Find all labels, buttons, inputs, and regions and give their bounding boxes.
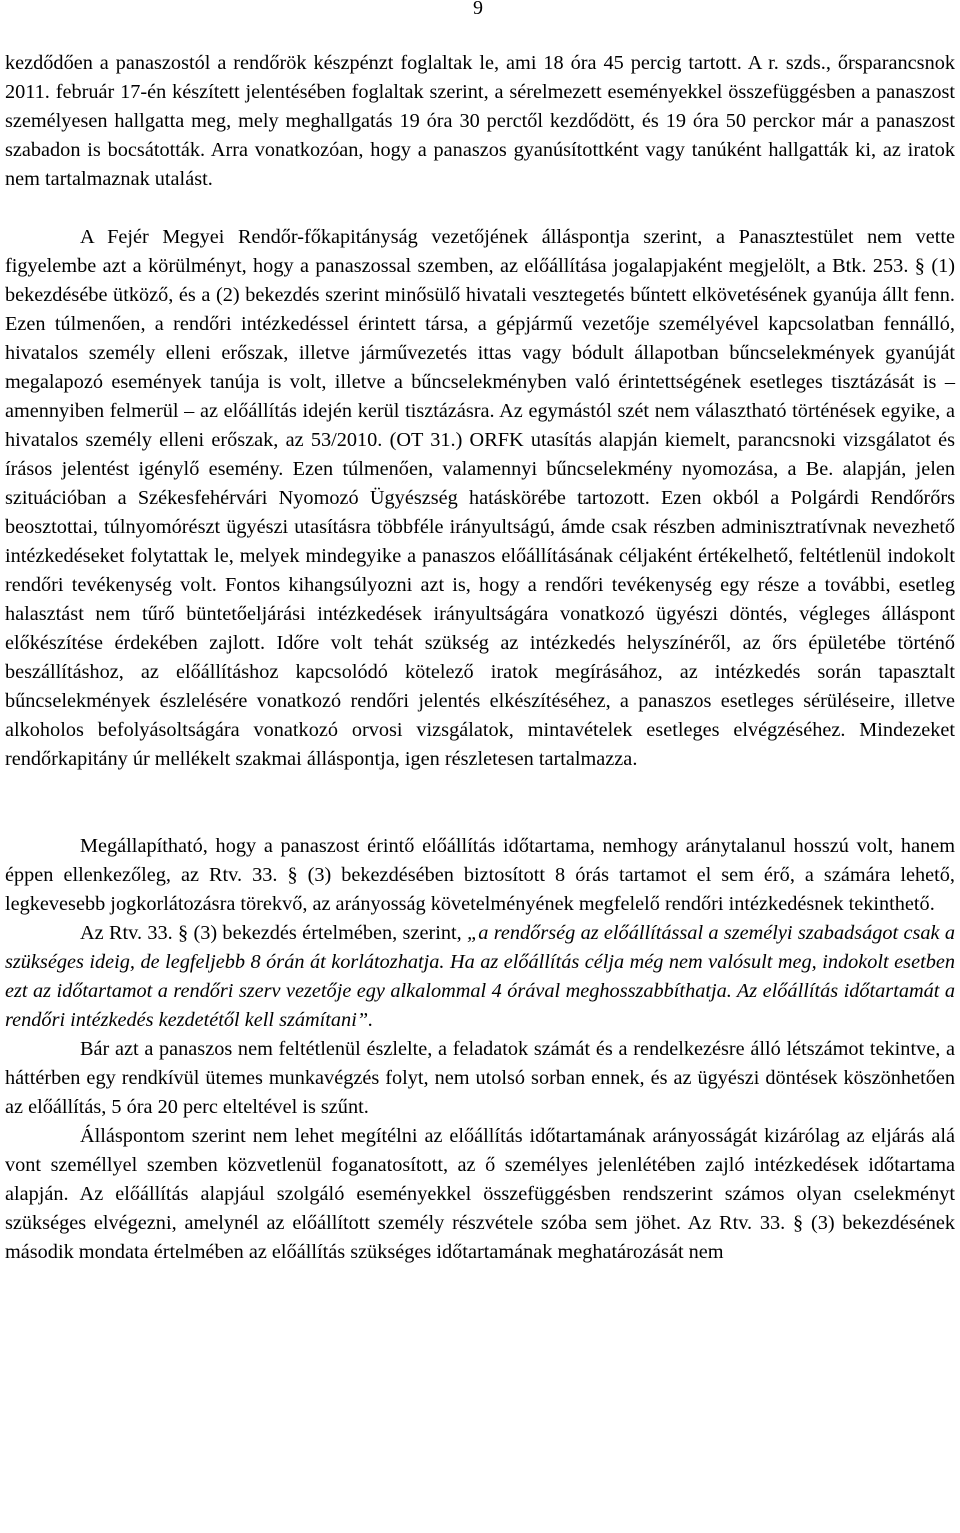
- document-body: [5, 49, 955, 1267]
- paragraph-opinion: Álláspontom szerint nem lehet megítélni az előállítás időtartamának arányosságát kizárólag az eljárás alá vont személlyel szemben közvetlenül foganatosított, az ő személyes jelenlétében zajló intézkedések időtartama alapján. Az előállítás alapjául szolgáló eseményekkel összefüggésben rendszerint számos olyan cselekményt szükséges elvégezni, amelynél az előállított személy részvétele szóba sem jöhet. Az Rtv. 33. § (3) bekezdésének második mondata értelmében az előállítás szükséges időtartamának meghatározását nem: [5, 1125, 955, 1263]
- rtv-quoted-provision: „a rendőrség az előállítással a személyi szabadságot csak a szükséges ideig, de legfeljebb 8 órán át korlátozhatja. Ha az előállítás célja még nem valósult meg, indokolt esetben ezt az időtartamot a rendőri szerv vezetője egy alkalommal 4 órával meghosszabbíthatja. Az előállítás időtartamát a rendőri intézkedés kezdetétől kell számítani”.: [5, 922, 955, 1031]
- paragraph-duration-finding: Megállapítható, hogy a panaszost érintő előállítás időtartama, nemhogy aránytalanul hosszú volt, hanem éppen ellenkezőleg, az Rtv. 33. § (3) bekezdésében biztosított 8 órás tartamot el sem érő, a számára lehető, legkevesebb jogkorlátozásra törekvő, az arányosság követelményének megfelelő rendőri intézkedésnek tekinthető.: [5, 835, 955, 915]
- paragraph-rtv-quote: [5, 919, 955, 1035]
- rtv-lead-text: Az Rtv. 33. § (3) bekezdés értelmében, szerint,: [80, 922, 468, 944]
- page-number: 9: [473, 0, 483, 19]
- paragraph-police-position: A Fejér Megyei Rendőr-főkapitányság vezetőjének álláspontja szerint, a Panasztestület nem vette figyelembe azt a körülményt, hogy a panaszossal szemben, az előállítása jogalapjaként megjelölt, a Btk. 253. § (1) bekezdésébe ütköző, és a (2) bekezdés szerint minősülő hivatali vesztegetés bűntett elkövetésének gyanúja állt fenn. Ezen túlmenően, a rendőri intézkedéssel érintett társa, a gépjármű vezetője személyével kapcsolatban fennálló, hivatalos személy elleni erőszak, illetve járművezetés ittas vagy bódult állapotban bűncselekmények gyanúját megalapozó események tanúja is volt, illetve a bűncselekményben való érintettségének esetleges tisztázását is – amennyiben felmerül – az előállítás idején kerül tisztázásra. Az egymástól szét nem választható történések egyike, a hivatalos személy elleni erőszak, az 53/2010. (OT 31.) ORFK utasítás alapján kiemelt, parancsnoki vizsgálatot és írásos jelentést igénylő esemény. Ezen túlmenően, valamennyi bűncselekmény nyomozása, a Be. alapján, jelen szituációban a Székesfehérvári Nyomozó Ügyészség hatáskörébe tartozott. Ezen okból a Polgárdi Rendőrőrs beosztottai, túlnyomórészt ügyészi utasításra többféle irányultságú, ámde csak részben adminisztratívnak nevezhető intézkedéseket folytattak le, melyek mindegyike a panaszos előállításának céljaként értékelhető, feltétlenül indokolt rendőri tevékenység volt. Fontos kihangsúlyozni azt is, hogy a rendőri tevékenység egy része a további, esetleg halasztást nem tűrő büntetőeljárási intézkedések irányultságára vonatkozó ügyészi döntés, végleges álláspont előkészítése érdekében zajlott. Időre volt tehát szükség az intézkedés helyszínéről, az őrs épületébe történő beszállításhoz, az előállításhoz kapcsolódó kötelező iratok megírásához, az intézkedés során tapasztalt bűncselekmények észlelésére vonatkozó rendőri jelentés elkészítéséhez, a panaszos esetleges sérüléseire, illetve alkoholos befolyásoltságára vonatkozó orvosi vizsgálatok, mintavételek esetleges elvégzéséhez. Mindezeket rendőrkapitány úr mellékelt szakmai álláspontja, igen részletesen tartalmazza.: [5, 226, 955, 770]
- paragraph-background-work: Bár azt a panaszos nem feltétlenül észlelte, a feladatok számát és a rendelkezésre álló létszámot tekintve, a háttérben egy rendkívül ütemes munkavégzés folyt, nem utolsó sorban ennek, és az ügyészi döntések köszönhetően az előállítás, 5 óra 20 perc elteltével is szűnt.: [5, 1038, 955, 1118]
- paragraph-complaint-record: kezdődően a panaszostól a rendőrök készpénzt foglaltak le, ami 18 óra 45 percig tartott. A r. szds., őrsparancsnok 2011. február 17-én készített jelentésében foglaltak szerint, a sérelmezett eseményekkel összefüggésben a panaszost személyesen hallgatta meg, mely meghallgatás 19 óra 30 perctől kezdődött, és 19 óra 50 perckor már a panaszost szabadon is bocsátották. Arra vonatkozóan, hogy a panaszos gyanúsítottként vagy tanúként hallgatták ki, az iratok nem tartalmaznak utalást.: [5, 52, 955, 190]
